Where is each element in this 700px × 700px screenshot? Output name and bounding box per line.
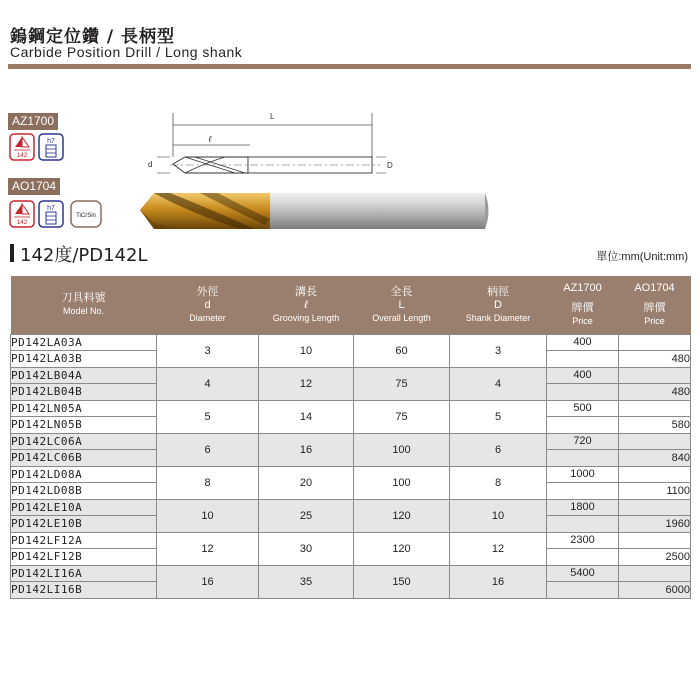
- shank-diameter-cell: 4: [450, 367, 547, 400]
- model-cell: PD142LN05B: [11, 417, 157, 434]
- page-title: 鎢鋼定位鑽 / 長柄型: [10, 27, 176, 47]
- price-az1700-empty: [547, 384, 619, 401]
- price-az1700-empty: [547, 549, 619, 566]
- price-ao1704-empty: [619, 466, 691, 483]
- table-row: [11, 532, 691, 549]
- model-cell: PD142LI16A: [11, 565, 157, 582]
- svg-text:142: 142: [16, 219, 28, 226]
- grooving-length-cell: 10: [259, 334, 354, 367]
- price-ao1704-empty: [619, 334, 691, 351]
- spec-table: [10, 276, 691, 599]
- price-ao1704-cell: 1960: [619, 516, 691, 533]
- model-cell: PD142LB04A: [11, 367, 157, 384]
- header-diameter: 外徑 d Diameter: [157, 276, 259, 334]
- dim-L-label: L: [270, 112, 275, 121]
- model-cell: PD142LN05A: [11, 400, 157, 417]
- header-price-az1700: AZ1700 牌價 Price: [547, 276, 619, 334]
- diameter-cell: 8: [157, 466, 259, 499]
- diameter-cell: 16: [157, 565, 259, 598]
- diameter-cell: 5: [157, 400, 259, 433]
- svg-text:142: 142: [16, 152, 28, 159]
- price-ao1704-cell: 840: [619, 450, 691, 467]
- price-az1700-empty: [547, 450, 619, 467]
- tolerance-h7-icon: [38, 200, 64, 228]
- header-price-ao1704: AO1704 牌價 Price: [619, 276, 691, 334]
- price-az1700-cell: 2300: [547, 532, 619, 549]
- section-marker: [10, 244, 14, 262]
- price-ao1704-empty: [619, 433, 691, 450]
- table-row: [11, 400, 691, 417]
- price-ao1704-cell: 480: [619, 351, 691, 368]
- svg-text:h7: h7: [47, 205, 55, 212]
- price-ao1704-cell: 2500: [619, 549, 691, 566]
- coating-ticrsin-icon: [70, 200, 102, 228]
- grooving-length-cell: 20: [259, 466, 354, 499]
- dim-d-label: d: [148, 160, 153, 169]
- price-ao1704-empty: [619, 532, 691, 549]
- drill-drawing: [140, 105, 510, 235]
- model-cell: PD142LB04B: [11, 384, 157, 401]
- overall-length-cell: 75: [354, 367, 450, 400]
- header-model: 刀具料號 Model No.: [11, 276, 157, 334]
- shank-diameter-cell: 5: [450, 400, 547, 433]
- shank-diameter-cell: 3: [450, 334, 547, 367]
- price-ao1704-cell: 6000: [619, 582, 691, 599]
- shank-diameter-cell: 16: [450, 565, 547, 598]
- overall-length-cell: 120: [354, 499, 450, 532]
- price-ao1704-empty: [619, 400, 691, 417]
- svg-text:h7: h7: [47, 138, 55, 145]
- price-az1700-cell: 400: [547, 367, 619, 384]
- shank-diameter-cell: 10: [450, 499, 547, 532]
- table-row: [11, 433, 691, 450]
- table-row: [11, 466, 691, 483]
- overall-length-cell: 100: [354, 433, 450, 466]
- price-az1700-empty: [547, 516, 619, 533]
- table-header-row: [11, 276, 691, 334]
- overall-length-cell: 60: [354, 334, 450, 367]
- price-az1700-cell: 720: [547, 433, 619, 450]
- price-az1700-cell: 1800: [547, 499, 619, 516]
- diameter-cell: 12: [157, 532, 259, 565]
- shank-diameter-cell: 12: [450, 532, 547, 565]
- price-az1700-cell: 1000: [547, 466, 619, 483]
- title-divider: [8, 64, 691, 69]
- diameter-cell: 6: [157, 433, 259, 466]
- point-angle-142-icon: [9, 133, 35, 161]
- price-ao1704-cell: 1100: [619, 483, 691, 500]
- diameter-cell: 10: [157, 499, 259, 532]
- model-cell: PD142LA03A: [11, 334, 157, 351]
- grade-label-az1700: AZ1700: [8, 113, 58, 130]
- table-row: [11, 334, 691, 351]
- overall-length-cell: 150: [354, 565, 450, 598]
- price-az1700-empty: [547, 483, 619, 500]
- dim-D-label: D: [387, 161, 393, 170]
- dim-l-label: ℓ: [208, 135, 212, 145]
- price-ao1704-empty: [619, 499, 691, 516]
- model-cell: PD142LE10A: [11, 499, 157, 516]
- model-cell: PD142LD08A: [11, 466, 157, 483]
- model-cell: PD142LA03B: [11, 351, 157, 368]
- price-ao1704-cell: 480: [619, 384, 691, 401]
- shank-diameter-cell: 6: [450, 433, 547, 466]
- price-ao1704-empty: [619, 367, 691, 384]
- unit-label: 單位:mm(Unit:mm): [596, 251, 688, 263]
- page-subtitle: Carbide Position Drill / Long shank: [10, 44, 243, 60]
- overall-length-cell: 120: [354, 532, 450, 565]
- price-az1700-cell: 500: [547, 400, 619, 417]
- grooving-length-cell: 25: [259, 499, 354, 532]
- price-ao1704-cell: 580: [619, 417, 691, 434]
- price-ao1704-empty: [619, 565, 691, 582]
- grooving-length-cell: 14: [259, 400, 354, 433]
- grooving-length-cell: 12: [259, 367, 354, 400]
- diameter-cell: 4: [157, 367, 259, 400]
- table-row: [11, 367, 691, 384]
- model-cell: PD142LE10B: [11, 516, 157, 533]
- header-overall-length: 全長 L Overall Length: [354, 276, 450, 334]
- model-cell: PD142LF12A: [11, 532, 157, 549]
- model-cell: PD142LF12B: [11, 549, 157, 566]
- price-az1700-empty: [547, 417, 619, 434]
- model-cell: PD142LD08B: [11, 483, 157, 500]
- price-az1700-empty: [547, 351, 619, 368]
- grooving-length-cell: 30: [259, 532, 354, 565]
- tolerance-h7-icon: [38, 133, 64, 161]
- point-angle-142-icon: [9, 200, 35, 228]
- grooving-length-cell: 35: [259, 565, 354, 598]
- svg-text:TiCrSin: TiCrSin: [76, 213, 96, 219]
- shank-diameter-cell: 8: [450, 466, 547, 499]
- price-az1700-cell: 400: [547, 334, 619, 351]
- diameter-cell: 3: [157, 334, 259, 367]
- model-cell: PD142LC06A: [11, 433, 157, 450]
- overall-length-cell: 100: [354, 466, 450, 499]
- section-title: 142度/PD142L: [20, 245, 148, 266]
- price-az1700-empty: [547, 582, 619, 599]
- table-row: [11, 499, 691, 516]
- model-cell: PD142LC06B: [11, 450, 157, 467]
- header-shank-diameter: 柄徑 D Shank Diameter: [450, 276, 547, 334]
- model-cell: PD142LI16B: [11, 582, 157, 599]
- grade-label-ao1704: AO1704: [8, 178, 60, 195]
- overall-length-cell: 75: [354, 400, 450, 433]
- grooving-length-cell: 16: [259, 433, 354, 466]
- table-row: [11, 565, 691, 582]
- header-grooving-length: 溝長 ℓ Grooving Length: [259, 276, 354, 334]
- price-az1700-cell: 5400: [547, 565, 619, 582]
